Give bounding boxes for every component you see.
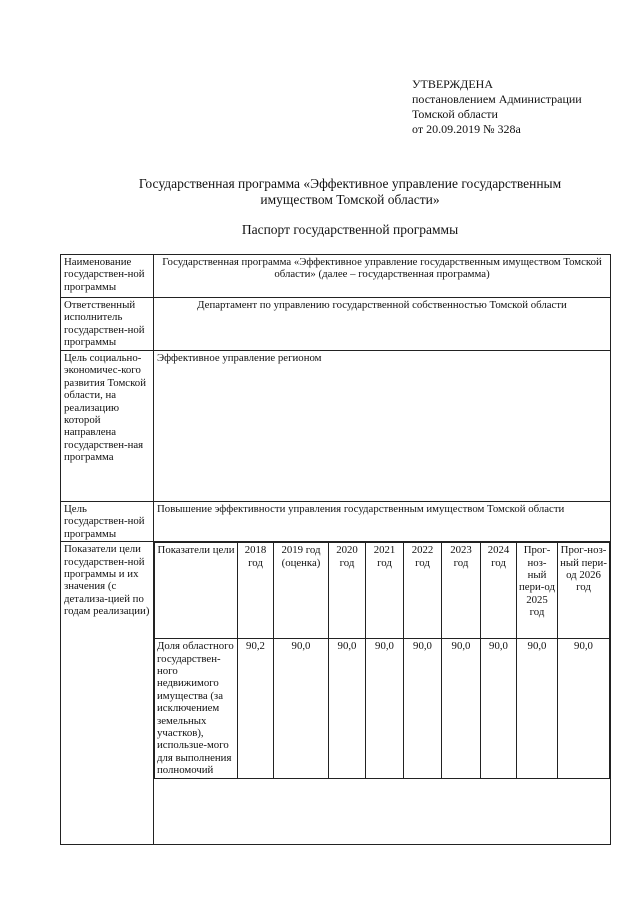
header-2025: Прог-ноз-ный пери-од 2025 год (517, 543, 558, 639)
row-label-name: Наименование государствен-ной программы (61, 255, 154, 298)
value-2023: 90,0 (442, 639, 481, 778)
value-2026: 90,0 (558, 639, 610, 778)
approval-line-4: от 20.09.2019 № 328а (412, 122, 521, 136)
program-title-line-2: имуществом Томской области» (260, 192, 440, 207)
approval-stamp (412, 77, 582, 137)
approval-line-3: Томской области (412, 107, 498, 121)
row-value-executor: Департамент по управлению государственной собственностью Томской области (154, 298, 611, 351)
row-goal-region (61, 351, 611, 502)
header-2022: 2022 год (404, 543, 442, 639)
header-2021: 2021 год (366, 543, 404, 639)
approval-line-2: постановлением Администрации (412, 92, 582, 106)
header-2024: 2024 год (481, 543, 517, 639)
header-2026: Прог-ноз-ный пери-од 2026 год (558, 543, 610, 639)
row-label-goal-program: Цель государствен-ной программы (61, 502, 154, 542)
row-value-goal-region: Эффективное управление регионом (154, 351, 611, 502)
row-program-name (61, 255, 611, 298)
header-2018: 2018 год (238, 543, 274, 639)
header-2020: 2020 год (329, 543, 366, 639)
program-title (60, 176, 640, 208)
indicator-name: Доля областного государствен-ного недвижимого имущества (за исключением земельных участков), использue-мого для выполнения полномочий (155, 639, 238, 778)
row-value-goal-program: Повышение эффективности управления государственным имуществом Томской области (154, 502, 611, 542)
value-2024: 90,0 (481, 639, 517, 778)
indicators-header-row (155, 543, 610, 639)
row-label-executor: Ответственный исполнитель государствен-ной программы (61, 298, 154, 351)
row-value-name: Государственная программа «Эффективное управление государственным имуществом Томской области» (далее – государственная программа) (154, 255, 611, 298)
indicators-data-row (155, 639, 610, 778)
value-2022: 90,0 (404, 639, 442, 778)
header-indicator-name: Показатели цели (155, 543, 238, 639)
passport-table (60, 254, 611, 845)
header-2019: 2019 год (оценка) (274, 543, 329, 639)
value-2021: 90,0 (366, 639, 404, 778)
indicators-cell (154, 542, 611, 845)
indicators-table (154, 542, 610, 778)
value-2020: 90,0 (329, 639, 366, 778)
row-label-indicators: Показатели цели государствен-ной программы и их значения (с детализа-цией по годам реализации) (61, 542, 154, 845)
value-2019: 90,0 (274, 639, 329, 778)
value-2018: 90,2 (238, 639, 274, 778)
row-goal-program (61, 502, 611, 542)
row-indicators (61, 542, 611, 845)
header-2023: 2023 год (442, 543, 481, 639)
row-executor (61, 298, 611, 351)
passport-title: Паспорт государственной программы (241, 222, 459, 237)
approval-line-1: УТВЕРЖДЕНА (412, 77, 494, 91)
program-title-line-1: Государственная программа «Эффективное управление государственным (138, 176, 562, 191)
value-2025: 90,0 (517, 639, 558, 778)
row-label-goal-region: Цель социально-экономичес-кого развития Томской области, на реализацию которой направлена государствен-ная программа (61, 351, 154, 502)
